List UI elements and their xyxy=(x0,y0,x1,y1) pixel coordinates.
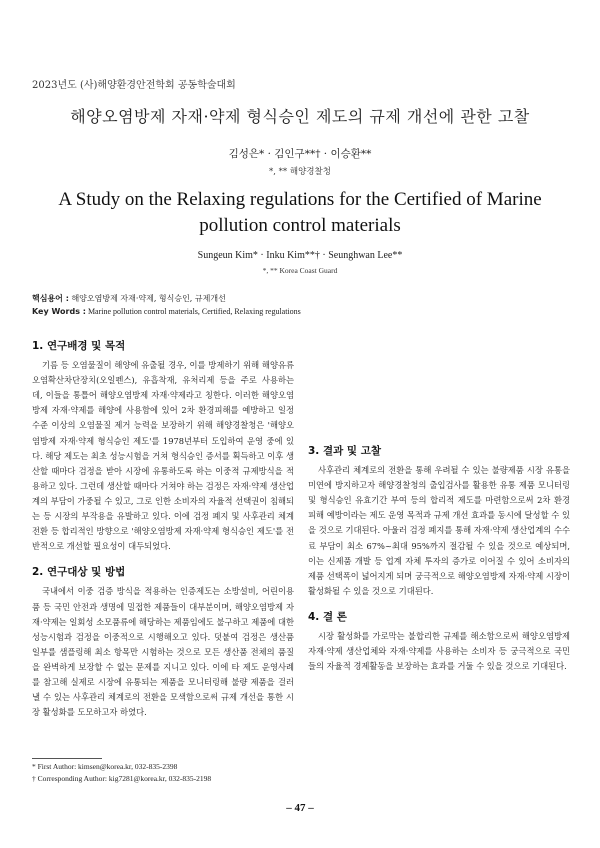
footnote-first-author: * First Author: kimsen@korea.kr, 032-835-2398 xyxy=(32,762,178,771)
footnote-divider xyxy=(32,758,102,759)
keywords-korean-text: 해양오염방제 자재·약제, 형식승인, 규제개선 xyxy=(68,294,226,303)
footnote-corresponding-author: † Corresponding Author: kig7281@korea.kr, 032-835-2198 xyxy=(32,774,212,783)
section-2-heading: 2. 연구대상 및 방법 xyxy=(32,566,126,579)
section-1-heading: 1. 연구배경 및 목적 xyxy=(32,340,126,352)
section-2-body: 국내에서 이중 검증 방식을 적용하는 인증제도는 소방설비, 어린이용품 등 국민 안전과 생명에 밀접한 제품들이 대부분이며, 해양오염방제 자재·약제는 일회성 소모품류에 해당하는 제품임에도 불구하고 제품에 대한 성능시험과 검정을 이중적으로 시행해오고 있다. 덧붙여 검정은 생산품 일부를 샘플링해 최소 항목만 시험하는 것으로 모든 생산품 전체의 품질을 완벽하게 보장할 수 없는 문제를 지니고 있다. 이에 타 제도 운영사례를 참고해 실제로 시장에 유통되는 제품을 모니터링해 불량 제품을 걸러낼 수 있는 사후관리 체계로의 전환을 모색함으로써 규제 개선을 통한 시장 활성화를 도모하고자 하였다. xyxy=(32,586,294,718)
section-4-heading: 4. 결 론 xyxy=(308,610,347,623)
keywords-english-label: Key Words : xyxy=(32,307,86,316)
affiliation-english: *, ** Korea Coast Guard xyxy=(262,266,338,275)
authors-english: Sungeun Kim* · Inku Kim**† · Seunghwan Lee** xyxy=(197,250,403,261)
keywords-english xyxy=(32,307,301,316)
page-number: – 47 – xyxy=(286,802,314,814)
right-column xyxy=(308,333,570,674)
left-column xyxy=(32,339,294,720)
section-4-body: 시장 활성화를 가로막는 불합리한 규제를 해소함으로써 해양오염방제 자재·약제 생산업체와 자재·약제를 사용하는 소비자 등 궁극적으로 국민들의 자율적 경제활동을 보장하는 효과를 거둘 수 있을 것으로 기대된다. xyxy=(308,631,570,672)
conference-header: 2023년도 (사)해양환경안전학회 공동학술대회 xyxy=(32,80,236,91)
keywords-english-text: Marine pollution control materials, Certified, Relaxing regulations xyxy=(85,307,301,316)
section-1-body: 기름 등 오염물질이 해양에 유출될 경우, 이를 방제하기 위해 해양유류오염확산차단장치(오일펜스), 유흡착재, 유처리제 등을 주로 사용하는 데, 이들을 통틀어 해양오염방제 자재·약제라고 칭한다. 이러한 해양오염방제 자재·약제를 해양에 사용함에 있어 2차 환경피해를 예방하고 일정 수준 이상의 오염물질 제거 능력을 보장하기 위해 해양경찰청은 '해양오염방제 자재·약제 형식승인 제도'를 1978년부터 도입하여 운영 중에 있다. 해당 제도는 최초 성능시험을 거쳐 형식승인 증서를 획득하고 이후 생산할 때마다 검정을 받아 시장에 유통하도록 하는 이중적 규제방식을 적용하고 있다. 그런데 생산할 때마다 거쳐야 하는 검정은 자재·약제 생산업계의 부담이 가중될 수 있고, 그로 인한 소비자의 자율적 선택권이 침해되는 등 시장의 부작용을 유발하고 있다. 이에 검정 폐지 및 사후관리 체계 전환 등 합리적인 방향으로 '해양오염방제 자재·약제 형식승인 제도'를 전반적으로 개선할 필요성이 대두되었다. xyxy=(32,360,294,552)
paper-title-english: A Study on the Relaxing regulations for the Certified of Marine pollution control materials xyxy=(58,189,542,236)
keywords-korean xyxy=(32,293,226,304)
authors-korean: 김성은* · 김인구**† · 이승환** xyxy=(228,148,372,160)
paper-title-korean: 해양오염방제 자재·약제 형식승인 제도의 규제 개선에 관한 고찰 xyxy=(70,107,530,126)
section-3-body: 사후관리 체계로의 전환을 통해 우려될 수 있는 불량제품 시장 유통을 미연에 방지하고자 해양경찰청의 출입검사를 활용한 유통 제품 모니터링 및 형식승인 유효기간 부여 등의 합리적 제도를 마련함으로써 2차 환경 피해 예방이라는 제도 운영 목적과 규제 개선 효과를 동시에 달성할 수 있을 것으로 기대된다. 아울러 검정 폐지를 통해 자재·약제 생산업계의 수수료 부담이 최소 67%~최대 95%까지 절감될 수 있을 것으로 예상되며, 이는 신제품 개발 등 업계 자체 투자의 증가로 이어질 수 있어 소비자의 제품 선택폭이 넓어지게 되며 궁극적으로 해양오염방제 자재·약제 시장이 활성화될 수 있을 것으로 기대된다. xyxy=(308,465,570,596)
affiliation-korean: *, ** 해양경찰청 xyxy=(269,167,331,177)
keywords-korean-label: 핵심용어 : xyxy=(32,294,69,303)
section-3-heading: 3. 결과 및 고찰 xyxy=(308,445,381,457)
